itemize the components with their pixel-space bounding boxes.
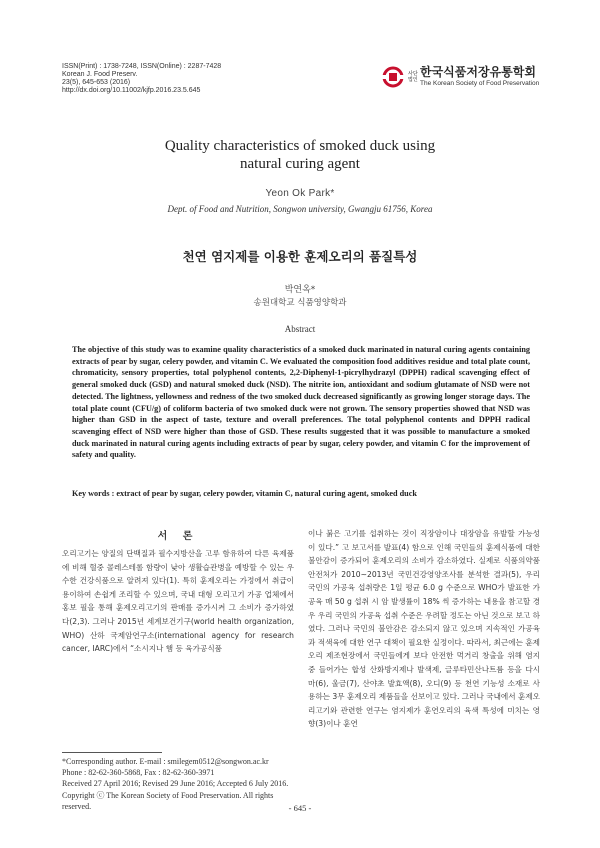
received-dates: Received 27 April 2016; Revised 29 June 2016; Accepted 6 July 2016. xyxy=(62,779,289,789)
journal-name: Korean J. Food Preserv. xyxy=(62,71,138,78)
copyright: Copyright ⓒ The Korean Society of Food Preservation. All rights reserved. xyxy=(62,790,274,811)
keywords-text: extract of pear by sugar, celery powder, vitamin C, natural curing agent, smoked duck xyxy=(116,489,417,498)
paper-title-en-line2: natural curing agent xyxy=(240,156,360,172)
author-en: Yeon Ok Park* xyxy=(265,188,335,199)
society-name-kr: 한국식품저장유통학회 xyxy=(420,65,536,79)
issn-line: ISSN(Print) : 1738-7248, ISSN(Online) : 2287-7428 xyxy=(62,63,222,70)
paper-title-en xyxy=(0,137,600,173)
abstract-heading: Abstract xyxy=(284,324,316,334)
doi-link[interactable]: http://dx.doi.org/10.11002/kjfp.2016.23.5.645 xyxy=(62,87,201,94)
society-prefix: 사단 법인 xyxy=(408,71,418,83)
journal-header-info xyxy=(62,63,221,95)
phone-fax: Phone : 82-62-360-5868, Fax : 82-62-360-3971 xyxy=(62,768,215,778)
society-logo-icon xyxy=(380,64,406,90)
body-left-column: 오리고기는 양질의 단백질과 필수지방산을 고루 함유하여 다른 육제품에 비해 혈중 콜레스테롤 함량이 낮아 생활습관병을 예방할 수 있는 우수한 건강식품으로 알려져 있다(1). 특히 훈제오리는 가정에서 취급이 용이하여 손쉽게 조리할 수 있으며, 국내 대형 오리고기 가공 업체에서 홍보 필을 통해 훈제오리고기의 판매를 증가시켜 그 소비가 증가하였다(2,3). 그러나 2015년 세계보건기구(world health organization, WHO) 산하 국제암연구소(international agency for research cancer, IARC)에서 “소시지나 햄 등 육가공식품 xyxy=(62,549,294,654)
affiliation-en: Dept. of Food and Nutrition, Songwon university, Gwangju 61756, Korea xyxy=(167,204,433,214)
volume-line: 23(5), 645-653 (2016) xyxy=(62,79,131,86)
society-name-en: The Korean Society of Food Preservation xyxy=(420,80,540,87)
author-kr: 박연옥* xyxy=(284,285,316,295)
corresponding-author: *Corresponding author. E-mail : smilegem0512@songwon.ac.kr xyxy=(62,757,269,766)
abstract-text: The objective of this study was to examine quality characteristics of a smoked duck marinated in natural curing agents containing extracts of pear by sugar, celery powder, and vitamin C. We evaluated the composition food additives residue and total plate count, chromaticity, sensory properties, total polyphenol contents, 2,2-Diphenyl-1-picrylhydrazyl (DPPH) radical scavenging effect of general smoked duck (GSD) and natural smoked duck (NSD). The nitrite ion, antioxidant and sodium glutamate of NSD were not detected. The lightness, yellowness and redness of the two smoked duck decreased significantly as growing longer storage days. The total plate count (CFU/g) of coliform bacteria of two smoked duck were not grown. The sensory properties showed that NSD was higher than GSD in the aspect of taste, texture and overall preferences. The total polyphenol contents and DPPH radical scavenging effect of NSD were higher than those of GSD. These results suggested that it was possible to manufacture a smoked duck marinated in natural curing agents including extracts of pear by sugar, celery powder, and vitamin C for the improvement of safety and quality. xyxy=(72,345,530,460)
paper-title-kr: 천연 염지제를 이용한 훈제오리의 품질특성 xyxy=(182,249,418,264)
keywords-label: Key words : xyxy=(72,489,115,498)
section-title-introduction: 서 론 xyxy=(157,531,199,542)
page-number: - 645 - xyxy=(288,803,312,813)
body-right-column: 이나 붉은 고기를 섭취하는 것이 직장암이나 대장암을 유발할 가능성이 있다.” 고 보고서를 발표(4) 함으로 인해 국민들의 훈제식품에 대한 불안감이 증가되어 훈제오리의 소비가 감소하였다. 실제로 식품의약품안전처가 2010~2013년 국민건강영양조사를 분석한 결과(5), 우리 국민의 가공육 섭취량은 1일 평균 6.0 g 수준으로 WHO가 발표한 가공육 매 50 g 섭취 시 암 발생률이 18% 씩 증가하는 내용을 참고할 경우 우리 국민의 가공육 섭취 수준은 우려할 정도는 아닌 것으로 보고 하였다. 그러나 국민의 불안감은 감소되지 않고 있으며 지속적인 가공육과 적색육에 대한 연구 대책이 필요한 실정이다. 따라서, 최근에는 훈제오리 제조현장에서 국민들에게 보다 안전한 먹거리 창출을 위해 염지중 들어가는 합성 산화방지제나 발색제, 글루타민산나트륨 등을 다시마(6), 울금(7), 산야초 발효액(8), 오디(9) 등 천연 기능성 소재로 사용하는 3무 훈제오리 제품들을 선보이고 있다. 그러나 국내에서 훈제오리고기와 관련한 연구는 염지제가 훈연오리의 육색 특성에 미치는 영향(3)이나 훈연 xyxy=(308,529,540,729)
society-logo-block xyxy=(380,64,539,90)
affiliation-kr: 송원대학교 식품영양학과 xyxy=(253,298,347,308)
keywords xyxy=(72,489,530,498)
footnote-divider xyxy=(62,752,162,753)
paper-title-en-line1: Quality characteristics of smoked duck using xyxy=(164,138,436,154)
